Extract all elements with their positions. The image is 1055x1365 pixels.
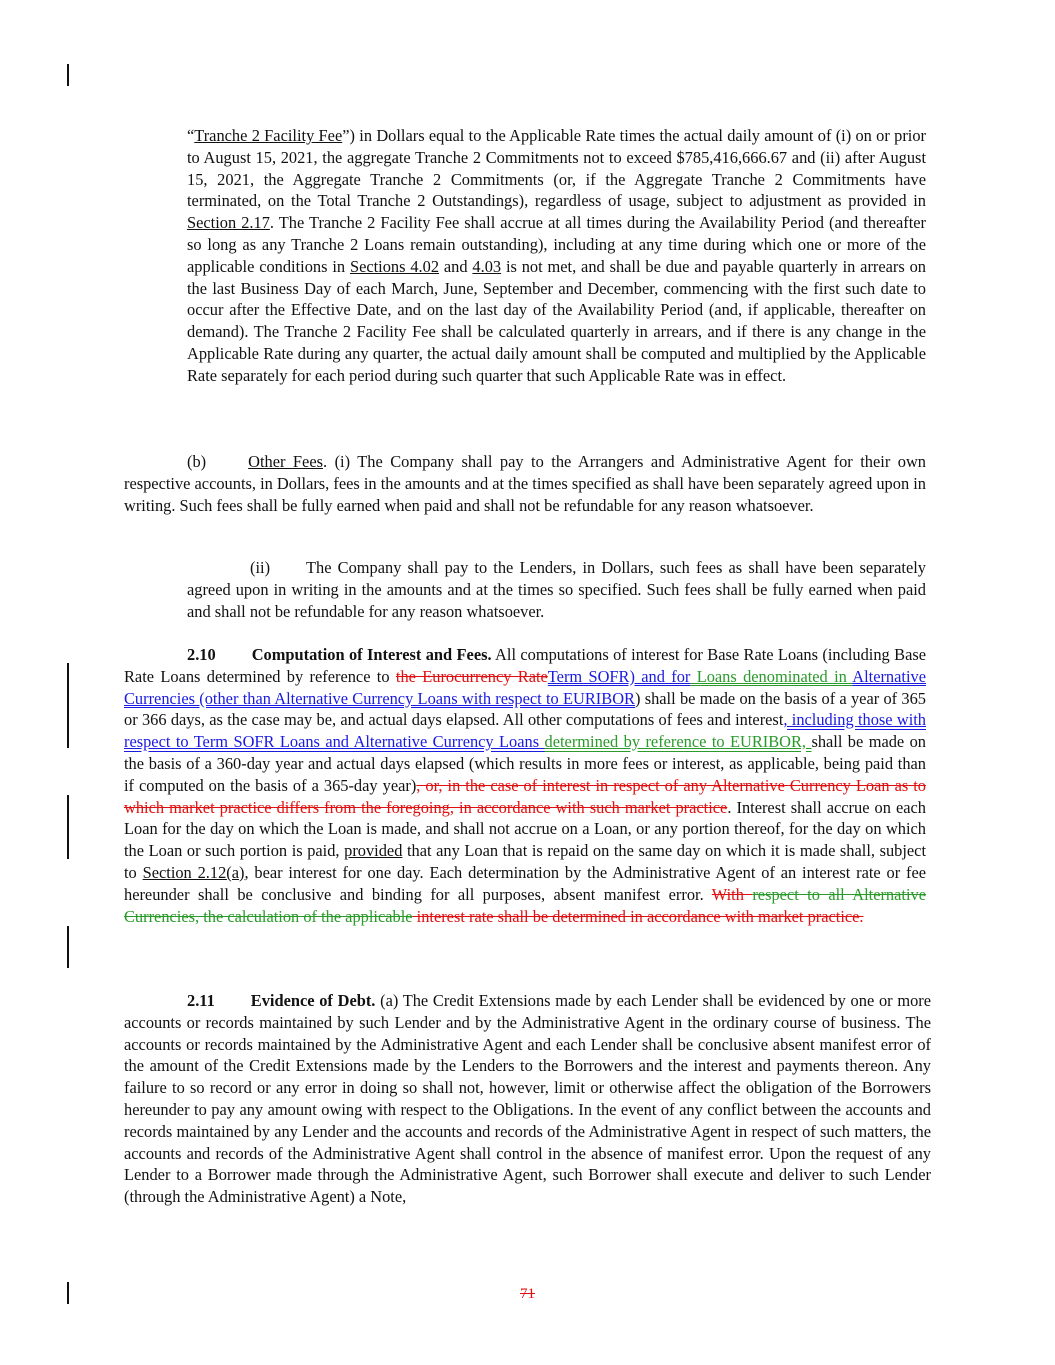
- section-reference: Section 2.12(a): [142, 862, 245, 882]
- inserted-text: Term SOFR) and for: [547, 666, 691, 686]
- clause-heading: Other Fees: [248, 452, 323, 471]
- page-number: 71: [520, 1286, 535, 1302]
- clause-number: (b): [187, 452, 207, 471]
- change-bar: [67, 663, 69, 748]
- section-reference: 4.03: [472, 256, 502, 276]
- change-bar: [67, 64, 69, 86]
- deleted-text: With: [711, 884, 753, 904]
- moved-deleted-text: respect to all Alternative Currencies, the calculation of the applicable: [124, 884, 926, 926]
- defined-term: Tranche 2 Facility Fee: [194, 126, 343, 145]
- moved-text: Loans denominated in: [690, 666, 853, 686]
- lender-fees-paragraph: (ii) The Company shall pay to the Lenders, in Dollars, such fees as shall have been separately agreed upon in writing in the amounts and at the times so specified. Such fees shall be fully earned when paid and shall not be refundable for any reason whatsoever.: [187, 558, 926, 621]
- section-reference: Section 2.17: [187, 213, 270, 233]
- tranche-2-facility-fee-paragraph: “Tranche 2 Facility Fee”) in Dollars equal to the Applicable Rate times the actual daily amount of (i) on or prior to August 15, 2021, the aggregate Tranche 2 Commitments not to exceed $785,416,666.67 and (ii) after August 15, 2021, the Aggregate Tranche 2 Commitments (or, if the Aggregate Tranche 2 Commitments have terminated, on the Total Tranche 2 Outstandings), regardless of usage, subject to adjustment as provided in Section 2.17. The Tranche 2 Facility Fee shall accrue at all times during the Availability Period (and thereafter so long as any Tranche 2 Loans remain outstanding), including at any time during which one or more of the applicable conditions in Sections 4.02 and 4.03 is not met, and shall be due and payable quarterly in arrears on the last Business Day of each March, June, September and December, commencing with the first such date to occur after the Effective Date, and on the last day of the Availability Period (and, if applicable, thereafter on demand). The Tranche 2 Facility Fee shall be calculated quarterly in arrears, and if there is any change in the Applicable Rate during any quarter, the actual daily amount shall be computed and multiplied by the Applicable Rate separately for each period during such quarter that such Applicable Rate was in effect.: [187, 126, 926, 385]
- deleted-text: the Eurocurrency Rate: [395, 666, 548, 686]
- deleted-text: , or, in the case of interest in respect of any Alternative Currency Loan as to which market practice differs from the foregoing, in accordance with such market practice: [124, 775, 926, 817]
- section-2-11-paragraph: 2.11 Evidence of Debt. (a) The Credit Extensions made by each Lender shall be evidenced by one or more accounts or records maintained by such Lender and by the Administrative Agent in the ordinary course of business. The accounts or records maintained by the Administrative Agent and each Lender shall be conclusive absent manifest error of the amount of the Credit Extensions made by the Lenders to the Borrowers and the interest and payments thereon. Any failure to so record or any error in doing so shall not, however, limit or otherwise affect the obligation of the Borrowers hereunder to pay any amount owing with respect to the Obligations. In the event of any conflict between the accounts and records maintained by any Lender and the accounts and records of the Administrative Agent in respect of such matters, the accounts and records of the Administrative Agent shall control in the absence of manifest error. Upon the request of any Lender to a Borrower made through the Administrative Agent, such Borrower shall execute and deliver to such Lender (through the Administrative Agent) a Note,: [124, 991, 931, 1207]
- section-number: 2.10: [187, 645, 216, 664]
- section-heading: Computation of Interest and Fees.: [251, 645, 492, 664]
- defined-term: provided: [344, 841, 403, 861]
- deleted-text: interest rate shall be determined in accordance with market practice.: [412, 906, 864, 926]
- section-number: 2.11: [187, 991, 215, 1010]
- moved-text: determined by reference to EURIBOR,: [544, 732, 812, 752]
- inserted-text: Alternative Currencies (other than Alternative Currency Loans with respect to EURIBOR: [124, 666, 926, 708]
- change-bar: [67, 926, 69, 968]
- section-heading: Evidence of Debt.: [250, 991, 376, 1010]
- section-2-10-paragraph: 2.10 Computation of Interest and Fees. All computations of interest for Base Rate Loans (including Base Rate Loans determined by reference to the Eurocurrency RateTerm SOFR) and for Loans denominated in Alternative Currencies (other than Alternative Currency Loans with respect to EURIBOR) shall be made on the basis of a year of 365 or 366 days, as the case may be, and actual days elapsed. All other computations of fees and interest, including those with respect to Term SOFR Loans and Alternative Currency Loans determined by reference to EURIBOR, shall be made on the basis of a 360-day year and actual days elapsed (which results in more fees or interest, as applicable, being paid than if computed on the basis of a 365-day year), or, in the case of interest in respect of any Alternative Currency Loan as to which market practice differs from the foregoing, in accordance with such market practice. Interest shall accrue on each Loan for the day on which the Loan is made, and shall not accrue on a Loan, or any portion thereof, for the day on which the Loan or such portion is paid, provided that any Loan that is repaid on the same day on which it is made shall, subject to Section 2.12(a), bear interest for one day. Each determination by the Administrative Agent of an interest rate or fee hereunder shall be conclusive and binding for all purposes, absent manifest error. With respect to all Alternative Currencies, the calculation of the applicable interest rate shall be determined in accordance with market practice.: [124, 645, 927, 926]
- clause-number: (ii): [250, 558, 271, 577]
- inserted-text: , including those with respect to Term SOFR Loans and Alternative Currency Loans: [124, 710, 926, 752]
- change-bar: [67, 795, 69, 859]
- section-reference: Sections 4.02: [349, 256, 440, 276]
- other-fees-paragraph: (b) Other Fees. (i) The Company shall pay to the Arrangers and Administrative Agent for their own respective accounts, in Dollars, fees in the amounts and at the times specified as shall have been separately agreed upon in writing. Such fees shall be fully earned when paid and shall not be refundable for any reason whatsoever.: [124, 452, 926, 515]
